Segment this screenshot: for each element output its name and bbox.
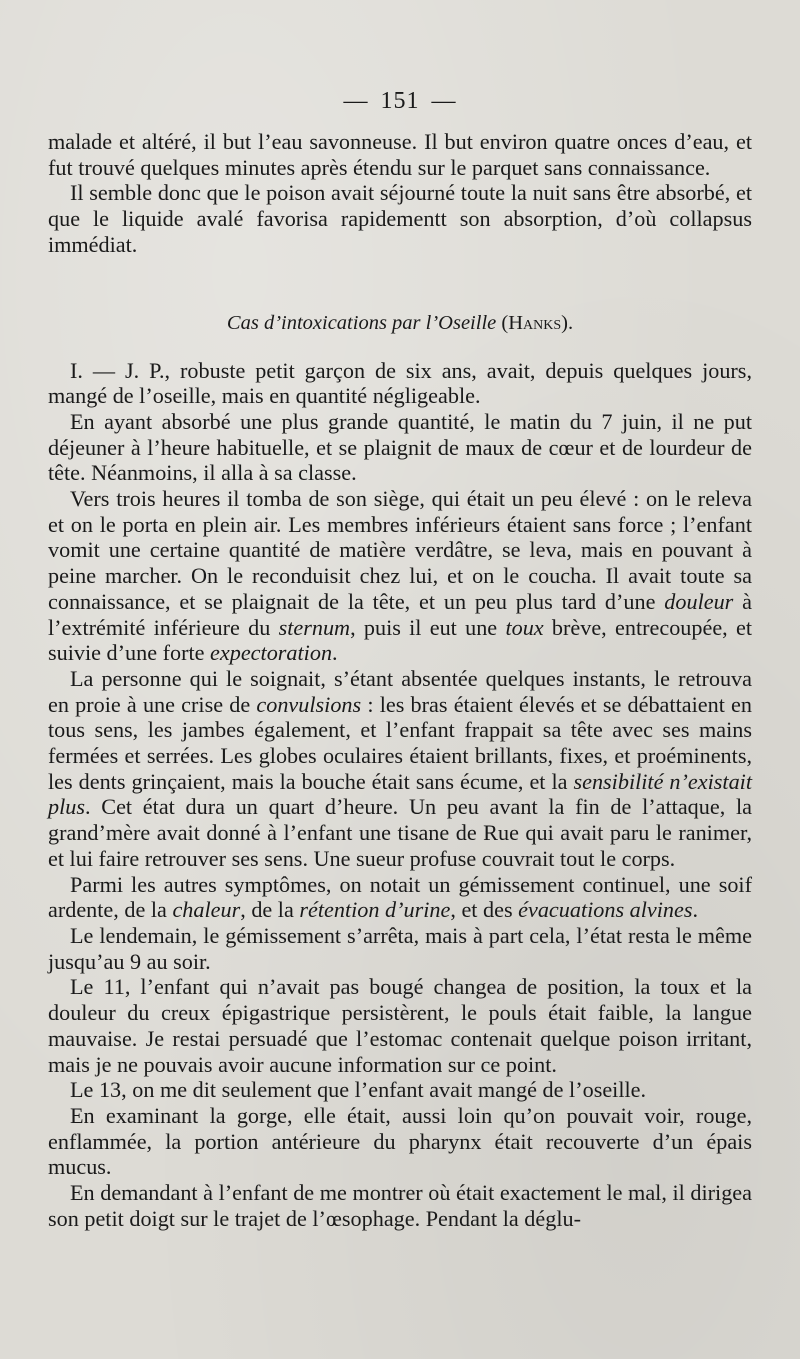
page-number xyxy=(48,88,752,115)
section-heading xyxy=(48,310,752,336)
italic-term: chaleur xyxy=(172,897,241,923)
paragraph-continuation: malade et altéré, il but l’eau savonneuse. Il but environ quatre onces d’eau, et fut trouvé quelques minutes après étendu sur le parquet sans connaissance. xyxy=(48,129,752,180)
page-number-dash-right: — xyxy=(431,88,457,114)
paragraph-esophagus: En demandant à l’enfant de me montrer où était exactement le mal, il dirigea son petit doigt sur le trajet de l’œsophage. Pendant la déglu- xyxy=(48,1180,752,1231)
italic-term: convulsions xyxy=(256,691,362,717)
paragraph-throat-exam: En examinant la gorge, elle était, aussi loin qu’on pouvait voir, rouge, enflammée, la portion antérieure du pharynx était recouverte d’un épais mucus. xyxy=(48,1102,752,1180)
text-run: brève, entrecoupée, et suivie d’une forte xyxy=(48,614,752,666)
paragraph-next-day: Le lendemain, le gémissement s’arrêta, mais à part cela, l’état resta le même jusqu’au 9 au soir. xyxy=(48,922,752,974)
text-run: : les bras étaient élevés et se débattaient en tous sens, les jambes également, et l’enfant frappait sa tête avec ses mains fermées et serrées. Les globes oculaires étaient brillants, fixes, et proéminents, les dents grinçaient, mais la bouche était sans écume, et la xyxy=(48,691,752,794)
section-heading-author: (Hanks). xyxy=(501,311,574,334)
italic-term: sensibilité n’existait plus xyxy=(48,768,752,820)
text-run: à l’extrémité inférieure du xyxy=(48,588,752,640)
italic-term: toux xyxy=(505,614,544,640)
paragraph-other-symptoms xyxy=(48,872,752,923)
text-run: , et des xyxy=(450,897,519,923)
text-run: , puis il eut une xyxy=(350,614,506,640)
italic-term: expectoration xyxy=(210,640,333,666)
italic-term: douleur xyxy=(664,588,734,614)
paragraph-convulsions xyxy=(48,666,752,872)
page-number-value: 151 xyxy=(380,88,420,114)
paragraph-day-13: Le 13, on me dit seulement que l’enfant avait mangé de l’oseille. xyxy=(70,1077,647,1103)
italic-term: évacuations alvines xyxy=(518,897,693,923)
page-number-dash-left: — xyxy=(343,88,369,114)
text-run: . xyxy=(692,897,699,923)
paragraph-june-7: En ayant absorbé une plus grande quantité, le matin du 7 juin, il ne put déjeuner à l’heure habituelle, et se plaignit de maux de cœur et de lourdeur de tête. Néanmoins, il alla à sa classe. xyxy=(48,408,752,486)
text-run: Parmi les autres symptômes, on notait un gémissement continuel, une soif ardente, de la xyxy=(48,871,752,923)
text-run: , de la xyxy=(240,897,300,923)
paragraph-day-11: Le 11, l’enfant qui n’avait pas bougé changea de position, la toux et la douleur du creux épigastrique persistèrent, le pouls était faible, la langue mauvaise. Je restai persuadé que l’estomac contenait quelque poison irritant, mais je ne pouvais avoir aucune information sur ce point. xyxy=(48,974,752,1077)
italic-term: sternum xyxy=(278,614,351,640)
text-run: Vers trois heures il tomba de son siège, qui était un peu élevé : on le releva et on le porta en plein air. Les membres inférieurs étaient sans force ; l’enfant vomit une certaine quantité de matière verdâtre, se leva, mais en pouvant à peine marcher. On le reconduisit chez lui, et on le coucha. Il avait toute sa connaissance, et se plaignait de la tête, et un peu plus tard d’une xyxy=(48,486,752,614)
paragraph-case-intro: I. — J. P., robuste petit garçon de six ans, avait, depuis quelques jours, mangé de l’oseille, mais en quantité négligeable. xyxy=(48,357,752,409)
section-heading-title: Cas d’intoxications par l’Oseille xyxy=(226,311,497,334)
paragraph-poison-absorption: Il semble donc que le poison avait séjourné toute la nuit sans être absorbé, et que le liquide avalé favorisa rapidementt son absorption, d’où collapsus immédiat. xyxy=(48,180,752,257)
italic-term: rétention d’urine xyxy=(299,897,451,923)
paragraph-fall-symptoms xyxy=(48,486,752,666)
text-run: . xyxy=(332,640,338,666)
text-run: La personne qui le soignait, s’étant absentée quelques instants, le retrouva en proie à une crise de xyxy=(48,665,752,717)
text-run: . Cet état dura un quart d’heure. Un peu avant la fin de l’attaque, la grand’mère avait donné à l’enfant une tisane de Rue qui avait paru le ranimer, et lui faire retrouver ses sens. Une sueur profuse couvrait tout le corps. xyxy=(48,794,752,871)
